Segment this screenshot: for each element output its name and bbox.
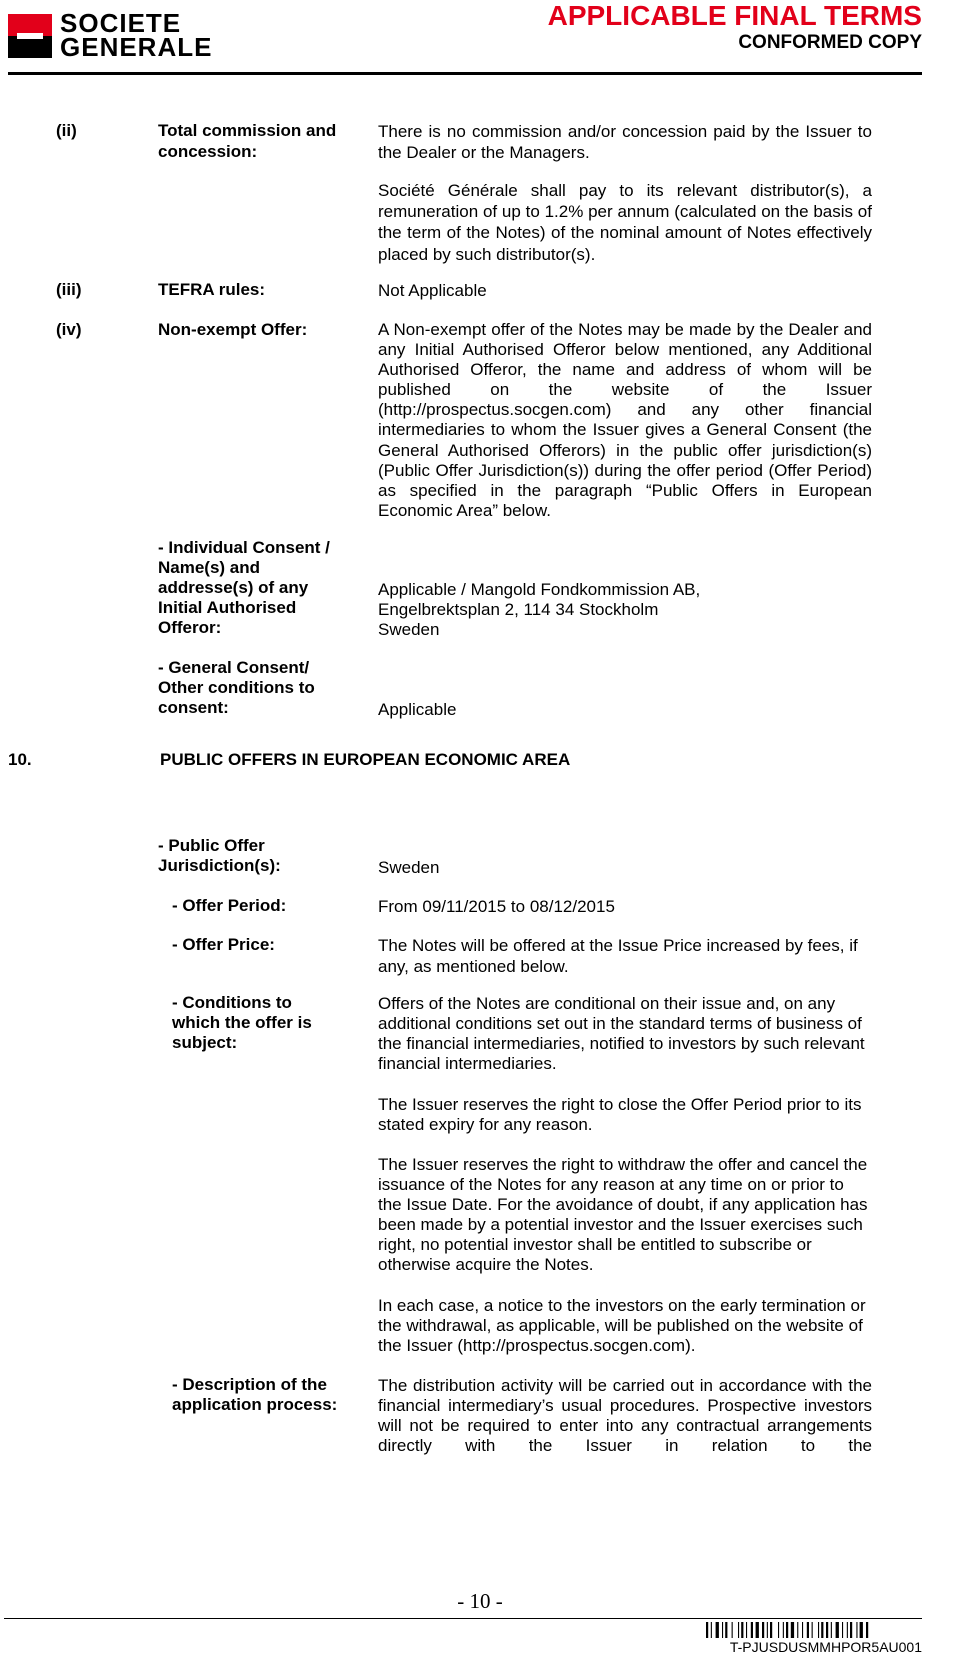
label-general-consent: - General Consent/ Other conditions to consent:: [158, 658, 315, 717]
label-tefra-rules: TEFRA rules:: [158, 280, 266, 299]
label-offer-period: - Offer Period:: [172, 896, 287, 915]
value-non-exempt-offer: A Non-exempt offer of the Notes may be made by the Dealer and any Initial Authorised Offeror below mentioned, any Additional Authorised Offeror, the name and address of whom will be published on the website of the Issuer (http://prospectus.socgen.com) and any other financial intermediaries to whom the Issuer gives a General Consent (the General Authorised Offerors) in the public offer jurisdiction(s) (Public Offer Jurisdiction(s)) during the offer period (Offer Period) as specified in the paragraph “Public Offers in European Economic Area” below.: [378, 320, 872, 520]
logo-text-line2: GENERALE: [60, 32, 213, 62]
item-number-ii: (ii): [56, 121, 77, 140]
item-number-iii: (iii): [56, 280, 82, 299]
value-offer-price: The Notes will be offered at the Issue Price increased by fees, if any, as mentioned below.: [378, 936, 858, 977]
section-number-10: 10.: [8, 750, 32, 769]
value-tefra-rules: Not Applicable: [378, 281, 487, 300]
label-public-offer-jurisdiction: - Public Offer Jurisdiction(s):: [158, 836, 281, 875]
value-individual-consent-line2: Engelbrektsplan 2, 114 34 Stockholm: [378, 600, 659, 619]
item-number-iv: (iv): [56, 320, 82, 339]
document-title: APPLICABLE FINAL TERMS: [547, 0, 922, 31]
label-application-process: - Description of the application process:: [172, 1375, 338, 1414]
value-conditions-p3: The Issuer reserves the right to withdraw the offer and cancel the issuance of the Notes for any reason at any time on or prior to the Issue Date. For the avoidance of doubt, if any application has been made by a potential investor and the Issuer exercises such right, no potential investor shall be entitled to subscribe or otherwise acquire the Notes.: [378, 1155, 868, 1275]
label-total-commission: Total commission and concession:: [158, 121, 337, 161]
document-reference: T-PJUSDUSMMHPOR5AU001: [729, 1639, 922, 1655]
value-conditions-p2: The Issuer reserves the right to close the Offer Period prior to its stated expiry for any reason.: [378, 1095, 862, 1135]
value-conditions-p4: In each case, a notice to the investors on the early termination or the withdrawal, as applicable, will be published on the website of the Issuer (http://prospectus.socgen.com).: [378, 1296, 866, 1356]
value-individual-consent-line1: Applicable / Mangold Fondkommission AB,: [378, 580, 701, 599]
barcode-icon: [706, 1622, 922, 1638]
value-total-commission-p1: There is no commission and/or concession paid by the Issuer to the Dealer or the Managers.: [378, 122, 872, 163]
logo-mark-icon: [8, 14, 52, 58]
value-conditions-p1: Offers of the Notes are conditional on their issue and, on any additional conditions set out in the standard terms of business of the financial intermediaries, notified to investors by such relevant financial intermediaries.: [378, 994, 865, 1074]
label-conditions-of-offer: - Conditions to which the offer is subject:: [172, 993, 312, 1052]
document-subtitle: CONFORMED COPY: [738, 32, 922, 53]
logo-text-line1: SOCIETE: [60, 8, 182, 38]
section-title-public-offers: PUBLIC OFFERS IN EUROPEAN ECONOMIC AREA: [160, 750, 571, 769]
value-offer-period: From 09/11/2015 to 08/12/2015: [378, 897, 615, 916]
value-general-consent: Applicable: [378, 700, 457, 719]
header-divider: [8, 72, 922, 75]
label-individual-consent: - Individual Consent / Name(s) and addresse(s) of any Initial Authorised Offeror:: [158, 538, 330, 637]
label-non-exempt-offer: Non-exempt Offer:: [158, 320, 308, 339]
value-total-commission-p2: Société Générale shall pay to its relevant distributor(s), a remuneration of up to 1.2% per annum (calculated on the basis of the term of the Notes) of the nominal amount of Notes effectively placed by such distributor(s).: [378, 181, 872, 264]
value-individual-consent-line3: Sweden: [378, 620, 440, 639]
label-offer-price: - Offer Price:: [172, 935, 275, 954]
footer-divider: [4, 1618, 922, 1619]
page-number: - 10 -: [457, 1589, 503, 1613]
value-public-offer-jurisdiction: Sweden: [378, 858, 440, 877]
value-application-process: The distribution activity will be carried out in accordance with the financial intermediary’s usual procedures. Prospective investors will not be required to enter into any contractual arrangements directly with the Issuer in relation to the: [378, 1376, 872, 1456]
